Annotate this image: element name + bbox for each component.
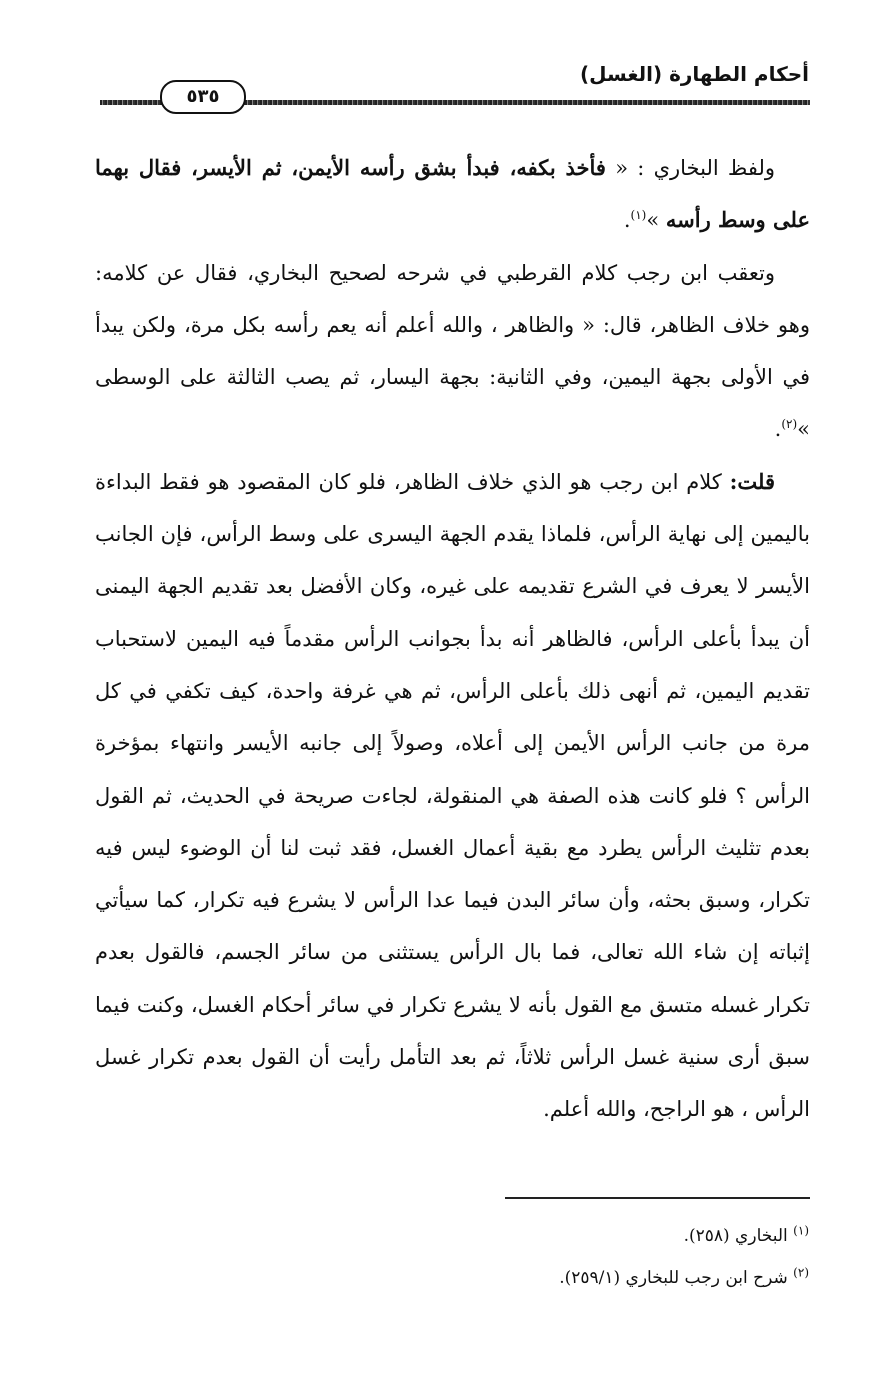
footnote-2-marker: (٢): [793, 1265, 809, 1280]
paragraph-2-end: .: [774, 417, 782, 442]
footnote-1-marker: (١): [793, 1223, 809, 1238]
running-header-title: أحكام الطهارة (الغسل): [579, 62, 809, 86]
paragraph-1-intro: ولفظ البخاري : «: [605, 156, 775, 180]
paragraph-2: [95, 247, 810, 456]
footnote-1: [559, 1215, 809, 1257]
paragraph-3-lead: قلت:: [729, 468, 775, 494]
footnote-2: [559, 1257, 809, 1299]
paragraph-2-text: وتعقب ابن رجب كلام القرطبي في شرحه لصحيح البخاري، فقال عن كلامه: وهو خلاف الظاهر، قال: « والظاهر ، والله أعلم أنه يعم رأسه بكل مرة، ولكن يبدأ في الأولى بجهة اليمين، وفي الثانية: بجهة اليسار، ثم يصب الثالثة على الوسطى »: [95, 260, 810, 442]
paragraph-3-text: كلام ابن رجب هو الذي خلاف الظاهر، فلو كان المقصود هو فقط البداءة باليمين إلى نهاية الرأس، فلماذا يقدم الجهة اليسرى على وسط الرأس، فإن الجانب الأيسر لا يعرف في الشرع تقديمه على غيره، وكان الأفضل بعد تقديم الجهة اليمنى أن يبدأ بأعلى الرأس، فالظاهر أنه بدأ بجوانب الرأس مقدماً فيه اليمين لاستحباب تقديم اليمين، ثم أنهى ذلك بأعلى الرأس، ثم هي غرفة واحدة، كيف تكفي في كل مرة من جانب الرأس الأيمن إلى أعلاه، وصولاً إلى جانبه الأيسر وانتهاء بمؤخرة الرأس ؟ فلو كانت هذه الصفة هي المنقولة، لجاءت صريحة في الحديث، ثم القول بعدم تثليث الرأس يطرد مع بقية أعمال الغسل، فقد ثبت لنا أن الوضوء ليس فيه تكرار، وسبق بحثه، وأن سائر البدن فيما عدا الرأس لا يشرع فيه تكرار، كما سيأتي إثباته إن شاء الله تعالى، فما بال الرأس يستثنى من سائر الجسم، فالقول بعدم تكرار غسله متسق مع القول بأنه لا يشرع تكرار في سائر أحكام الغسل، وكنت فيما سبق أرى سنية غسل الرأس ثلاثاً، ثم بعد التأمل رأيت أن القول بعدم تكرار غسل الرأس ، هو الراجح، والله أعلم.: [95, 469, 810, 1122]
footnote-2-text: شرح ابن رجب للبخاري (٢٥٩/١).: [559, 1268, 788, 1288]
footnote-1-text: البخاري (٢٥٨).: [683, 1226, 788, 1246]
paragraph-3: [95, 456, 810, 1136]
footnote-divider: [505, 1197, 810, 1199]
footnotes: [559, 1215, 809, 1299]
paragraph-1-end: .: [623, 208, 631, 233]
footnote-ref-2: (٢): [781, 417, 798, 432]
paragraph-1: [95, 142, 810, 247]
footnote-ref-1: (١): [630, 208, 647, 223]
hadith-quote: فأخذ بكفه، فبدأ بشق رأسه الأيمن، ثم الأيسر، فقال بهما على وسط رأسه: [95, 155, 810, 233]
page-number: ٥٣٥: [160, 80, 246, 114]
quote-close: »: [646, 208, 666, 233]
main-text: [95, 142, 810, 1136]
